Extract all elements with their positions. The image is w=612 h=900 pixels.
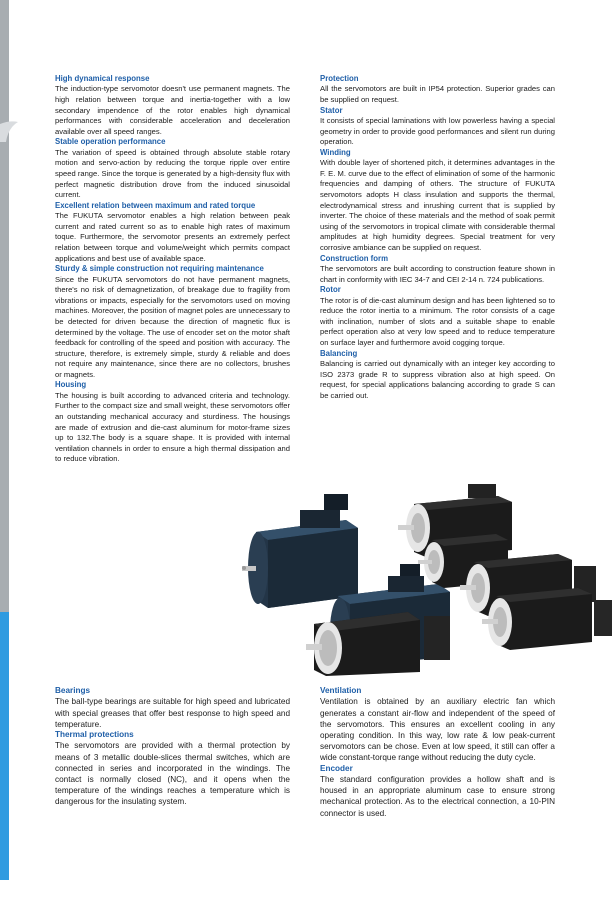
section-thermal-protections [55,730,290,808]
section-text: It consists of special laminations with low powerless having a special geometry in order to provide good performances and silent run during operation. [320,116,555,147]
section-text: The servomotors are provided with a thermal protection by means of 3 metallic double-slices thermal switches, which are connected in series and incorporated in the windings. The contact is normally closed (NC), and it opens when the temperature of the windings reaches a temperature which is dangerous for the insulating system. [55,741,290,807]
section-text: All the servomotors are built in IP54 protection. Superior grades can be supplied on request. [320,84,555,104]
section-torque-relation [55,201,290,264]
section-heading: Balancing [320,348,358,358]
sidebar-grey-strip [0,0,9,612]
section-text: The FUKUTA servomotor enables a high relation between peak current and rated current so as to enable high rates of maximum toque. Furthermore, the servomotor presents an extremely perfect relation between torque and volume/weight which permits compact applications and best use of available space. [55,211,290,263]
section-heading: Rotor [320,285,341,295]
section-heading: High dynamical response [55,74,150,83]
section-stable-operation [55,137,290,200]
section-text: The ball-type bearings are suitable for high speed and lubricated with special greases that offer best response to high speed and temperature. [55,697,290,729]
servomotors-photo [228,484,612,676]
section-text: With double layer of shortened pitch, it determines advantages in the F. E. M. curve due to the effect of elimination of some of the harmonic frequencies and damping of others. The structure of FUKUTA servomotors adopts H class insulation and supports the thermal, electrodynamical stress and inrushing current that is supplied by inverter. The choice of these materials and the method of soak permit using of the servomotors in tropical climate with considerable thermal amplitudes at high humidity degrees. Special treatment for very corrosive ambiance can be supplied on request. [320,158,555,252]
section-protection [320,74,555,106]
section-high-dynamical-response [55,74,290,137]
section-text: The housing is built according to advanced criteria and technology. Further to the compact size and small weight, these servomotors offer an outstanding mechanical accuracy and sturdiness. The housings are made of extrusion and die-cast aluminum for motor-frame sizes up to 132.The body is a square shape. It is provided with internal ventilation channels in order to ensure a high thermal dissipation and to reduce vibration. [55,390,290,464]
section-stator [320,106,555,148]
section-text: The servomotors are built according to construction feature shown in chart in conformity with IEC 34-7 and CEI 2-14 n. 724 publications. [320,263,555,284]
section-heading: Housing [55,380,87,390]
left-bottom-column [55,686,290,808]
section-heading: Ventilation [320,686,362,695]
section-text: Balancing is carried out dynamically with an integer key according to ISO 2373 grade R to suppress vibration also at high speed. On request, for special applications balancing according to grade S can be carried out. [320,358,555,400]
section-heading: Sturdy & simple construction not requiring maintenance [55,264,264,274]
section-winding [320,148,555,254]
section-heading: Protection [320,74,359,83]
left-top-column [55,74,290,465]
section-rotor [320,285,555,348]
section-text: Since the FUKUTA servomotors do not have permanent magnets, there's no risk of demagnetization, of breakage due to fragility from vibrations or impacts, especially for the servomotors used on moving machines. Moreover, the position of magnet poles are unnecessary to be detected for driven because the direction of magnetic flux is determined by the voltage. The use of encoder set on the motor shaft feedback for controlling of the speed and position with accuracy. The structure, therefore, is extremely simple, sturdy & reliable and does not require any maintenance, since there are no collectors, brushes or magnets. [55,274,290,379]
section-encoder [320,764,555,819]
right-top-column [320,74,555,401]
section-heading: Winding [320,147,351,157]
section-text: The rotor is of die-cast aluminum design and has been lightened so to reduce the rotor inertia to a minimum. The rotor consists of a cage with inclination, number of slots and a suitable shape to enable perfect operation also at very low speed and to reduce temperature on surface layer and furthermore avoid cogging torque. [320,295,555,347]
section-text: The variation of speed is obtained through absolute stable rotary motion and servo-action by reducing the torque ripple over entire speed range. Since the torque is generated by a high-density flux with perfect magnetic distribution drove from the induced sinusoidal current. [55,147,290,200]
section-text: The induction-type servomotor doesn't use permanent magnets. The high relation between torque and inertia-together with a low secondary impendence of the rotor enables high dynamical performances with considerable acceleration and deceleration available over all speed ranges. [55,84,290,136]
section-ventilation [320,686,555,764]
right-bottom-column [320,686,555,819]
servomotor-large-left [242,494,358,608]
decorative-swoosh [0,120,18,142]
sidebar-blue-strip [0,612,9,880]
section-housing [55,380,290,465]
section-heading: Encoder [320,763,353,773]
section-text: Ventilation is obtained by an auxiliary electric fan which generates a constant air-flow and independent of the speed of the servomotors. This ensures an excellent cooling in any operating condition. In this way, low rate & low peak-current servomotors can be chose. Even at low speed, it still can offer a wide constant-torque range without reducing the duty cycle. [320,697,555,763]
section-heading: Excellent relation between maximum and rated torque [55,200,256,210]
servomotor-front-black [306,612,450,676]
section-construction-form [320,254,555,286]
section-balancing [320,349,555,402]
section-heading: Stable operation performance [55,137,166,147]
section-heading: Bearings [55,686,91,695]
section-text: The standard configuration provides a hollow shaft and is housed in an appropriate aluminum case to ensure strong mechanical protection. As to the electrical connection, a 10-PIN connector is used. [320,775,555,818]
section-heading: Stator [320,105,343,115]
section-bearings [55,686,290,730]
section-heading: Thermal protections [55,730,134,740]
section-heading: Construction form [320,253,389,263]
section-sturdy-construction [55,264,290,380]
